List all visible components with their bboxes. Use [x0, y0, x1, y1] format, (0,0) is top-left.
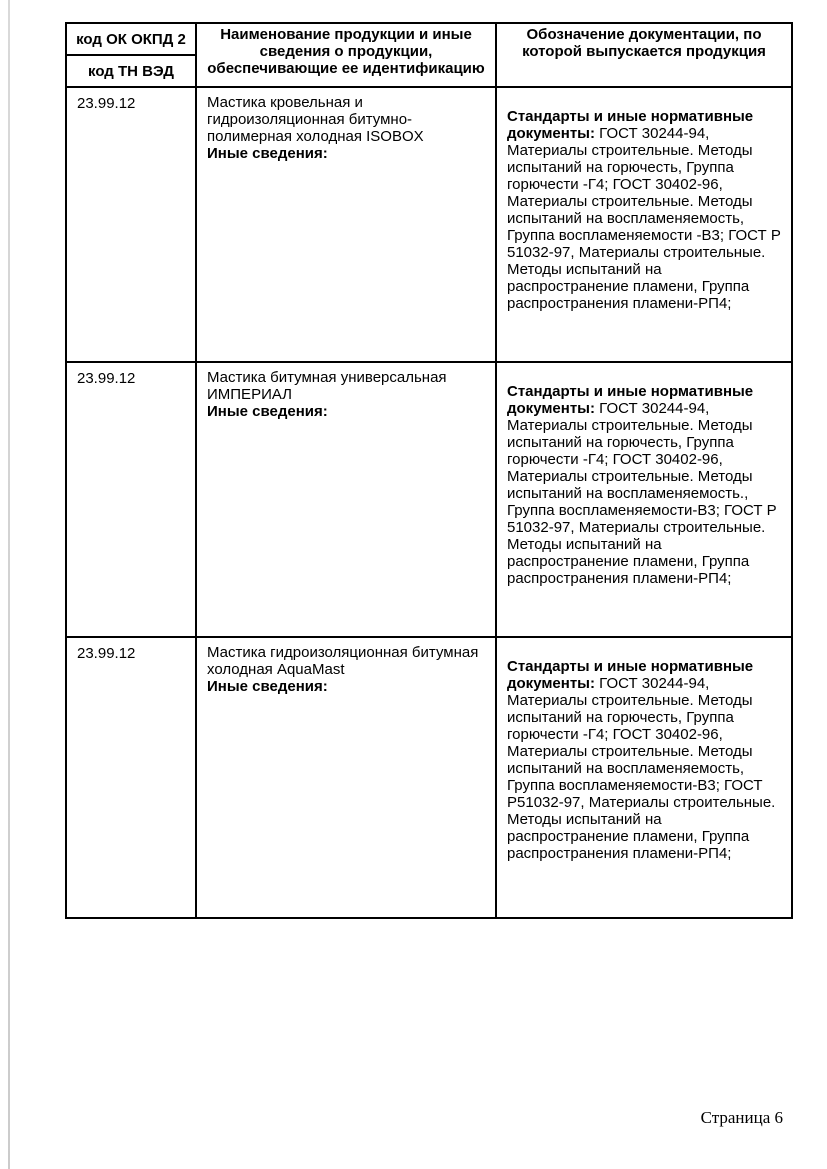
- docs-standards-label: Стандарты и иные нормативные документы:: [507, 108, 754, 142]
- product-name: Мастика кровельная и гидроизоляционная битумно-полимерная холодная ISOBOX: [207, 94, 424, 145]
- name-cell: [196, 362, 496, 637]
- other-info-label: Иные сведения:: [207, 145, 328, 162]
- table-row: [66, 362, 792, 637]
- docs-standards-text: ГОСТ 30244-94, Материалы строительные. Методы испытаний на горючесть, Группа горючести -Г4; ГОСТ 30402-96, Материалы строительные. Методы испытаний на воспламеняемость, Группа воспламеняемости -В3; ГОСТ Р 51032-97, Материалы строительные. Методы испытаний на распространение пламени, Группа распространения пламени-РП4;: [507, 125, 781, 312]
- header-documentation-column: Обозначение документации, по которой выпускается продукция: [496, 23, 792, 87]
- header-okpd-code: код ОК ОКПД 2: [67, 24, 195, 56]
- other-info-label: Иные сведения:: [207, 678, 328, 695]
- header-code-column: [66, 23, 196, 87]
- product-name: Мастика битумная универсальная ИМПЕРИАЛ: [207, 369, 447, 403]
- other-info-label: Иные сведения:: [207, 403, 328, 420]
- scan-edge-line: [8, 0, 10, 1169]
- page-number: Страница 6: [700, 1108, 783, 1127]
- table-row: [66, 637, 792, 918]
- docs-cell: [496, 87, 792, 362]
- docs-standards-label: Стандарты и иные нормативные документы:: [507, 658, 754, 692]
- table-row: [66, 87, 792, 362]
- header-tnved-code: код ТН ВЭД: [88, 62, 174, 80]
- docs-standards-label: Стандарты и иные нормативные документы:: [507, 383, 754, 417]
- name-cell: [196, 637, 496, 918]
- docs-standards-text: ГОСТ 30244-94, Материалы строительные. Методы испытаний на горючесть, Группа горючести -Г4; ГОСТ 30402-96, Материалы строительные. Методы испытаний на воспламеняемость., Группа воспламеняемости-В3; ГОСТ Р 51032-97, Материалы строительные. Методы испытаний на распространение пламени, Группа распространения пламени-РП4;: [507, 400, 777, 587]
- product-name: Мастика гидроизоляционная битумная холодная AquaMast: [207, 644, 479, 678]
- docs-cell: [496, 637, 792, 918]
- code-cell: 23.99.12: [66, 637, 196, 918]
- code-cell: 23.99.12: [66, 362, 196, 637]
- code-cell: 23.99.12: [66, 87, 196, 362]
- name-cell: [196, 87, 496, 362]
- table-header-row: [66, 23, 792, 87]
- header-code-wrap: [67, 24, 195, 86]
- docs-cell: [496, 362, 792, 637]
- docs-standards-text: ГОСТ 30244-94, Материалы строительные. Методы испытаний на горючесть, Группа горючести -Г4; ГОСТ 30402-96, Материалы строительные. Методы испытаний на воспламеняемость, Группа воспламеняемости-В3; ГОСТ Р51032-97, Материалы строительные. Методы испытаний на распространение пламени, Группа распространения пламени-РП4;: [507, 675, 776, 862]
- header-product-name-column: Наименование продукции и иные сведения о продукции, обеспечивающие ее идентификацию: [196, 23, 496, 87]
- product-certification-table: [65, 22, 793, 919]
